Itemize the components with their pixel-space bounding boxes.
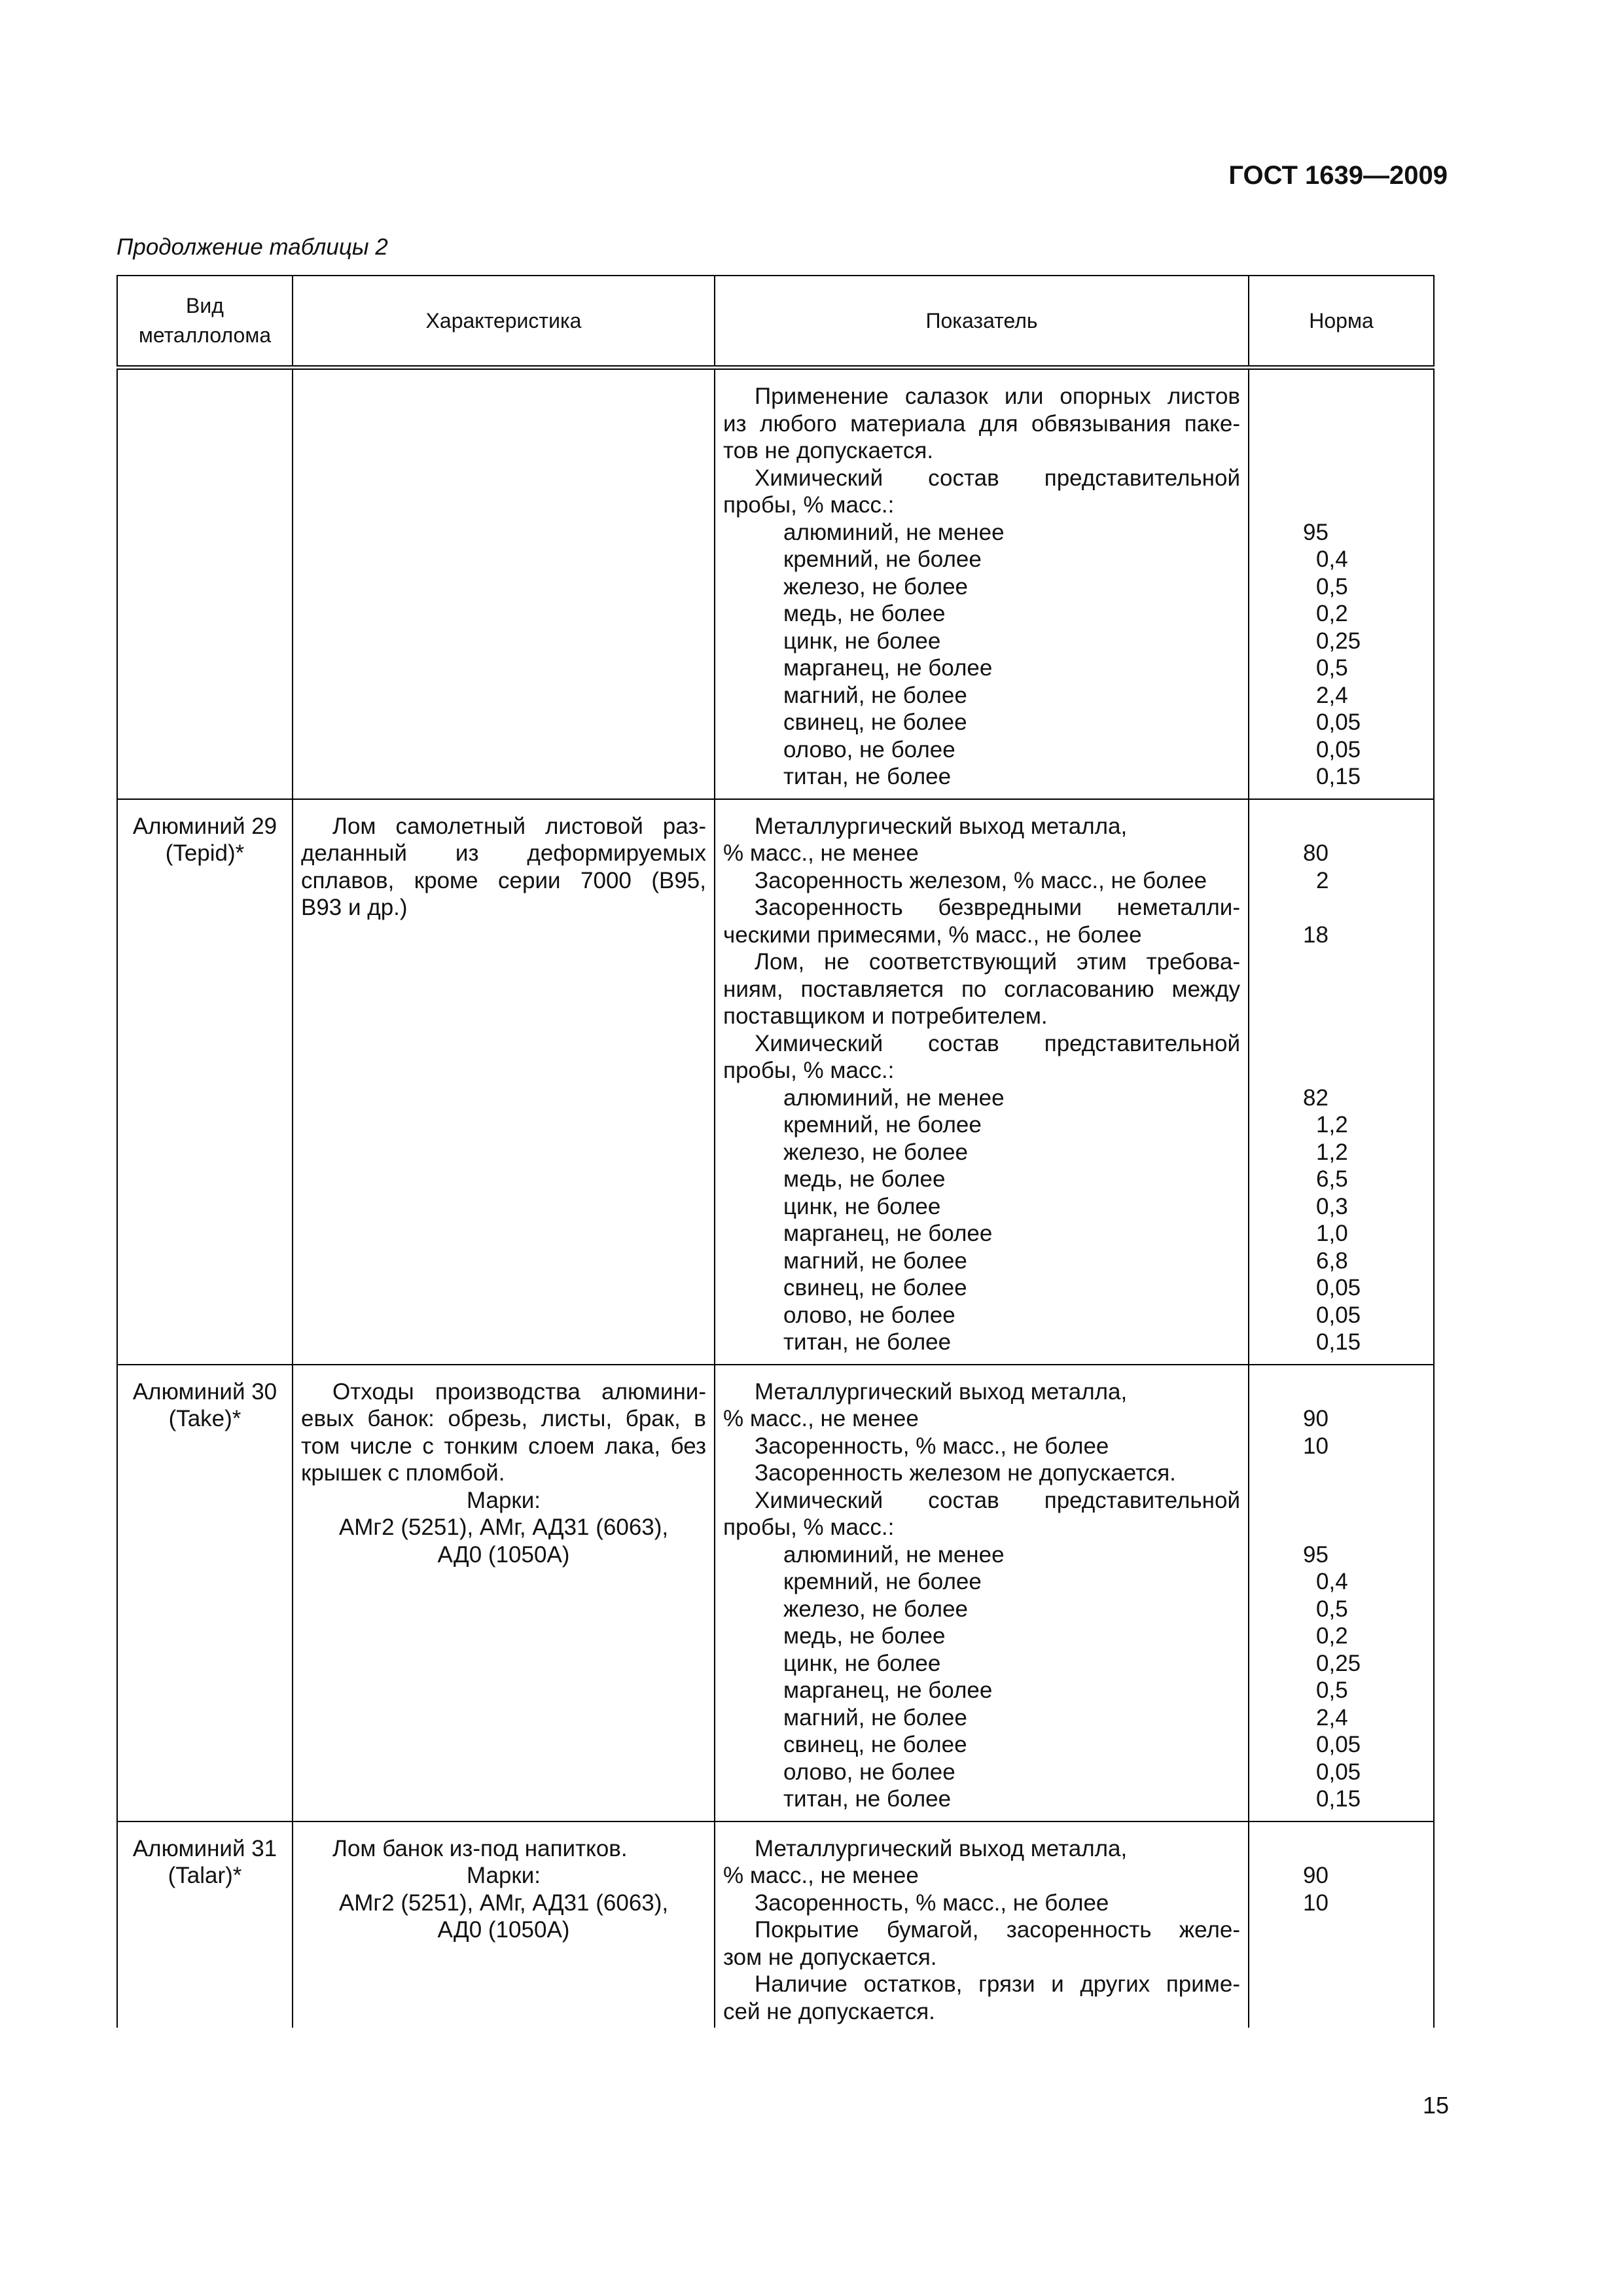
text-line: Лом банок из-под напитков.: [332, 1835, 628, 1861]
text-line: ниям, поставляется по согласованию между: [723, 976, 1240, 1002]
cell-norm: [1249, 368, 1434, 799]
scrap-kind-name: Алюминий 29: [132, 813, 277, 839]
cell-norm: [1249, 799, 1434, 1365]
text-line: Химический состав представительной: [755, 465, 1240, 491]
page-number: 15: [1422, 2092, 1449, 2119]
norm-value: 0,05: [1316, 1759, 1361, 1785]
metal-scrap-table: [116, 275, 1435, 2028]
text-line: Химический состав представительной: [755, 1030, 1240, 1056]
text-line: том числе с тонким слоем лака, без: [301, 1433, 706, 1459]
norm-value: 95: [1303, 519, 1329, 545]
table-row: [117, 1365, 1434, 1821]
norm-value: 0,4: [1316, 1569, 1348, 1594]
text-line: евых банок: обрезь, листы, брак, в: [301, 1406, 706, 1431]
norm-value: 2: [1316, 867, 1329, 893]
column-header-kind: Вид металлолома: [117, 276, 293, 368]
text-line: Металлургический выход металла,: [755, 813, 1128, 839]
norm-value: 0,05: [1316, 1302, 1361, 1328]
text-line: титан, не более: [783, 1329, 952, 1355]
norm-value: 10: [1303, 1890, 1329, 1916]
norm-value: 0,25: [1316, 1650, 1361, 1676]
norm-value: 95: [1303, 1541, 1329, 1568]
text-line: марганец, не более: [783, 1221, 993, 1246]
norm-value: 90: [1303, 1406, 1329, 1431]
norm-value: 1,2: [1316, 1112, 1348, 1138]
scrap-kind-code: (Talar)*: [168, 1863, 242, 1888]
text-line: цинк, не более: [783, 1650, 941, 1676]
text-line: Применение салазок или опорных листов: [755, 384, 1240, 409]
text-line: Лом, не соответствующий этим требова-: [755, 949, 1240, 975]
cell-characteristic: [293, 799, 715, 1365]
cell-kind: [117, 799, 293, 1365]
text-line: пробы, % масс.:: [723, 492, 895, 518]
norm-value: 18: [1303, 922, 1329, 948]
norm-value: 0,5: [1316, 1677, 1348, 1703]
text-line: % масс., не менее: [723, 1406, 919, 1431]
text-line: титан, не более: [783, 1786, 952, 1812]
text-line: сей не допускается.: [723, 1998, 935, 2024]
text-line: марганец, не более: [783, 655, 993, 681]
norm-value: 0,2: [1316, 1623, 1348, 1649]
norm-value: 0,15: [1316, 1329, 1361, 1355]
table-header-row: [117, 276, 1434, 368]
text-line: сплавов, кроме серии 7000 (В95,: [301, 867, 706, 893]
text-line: Металлургический выход металла,: [755, 1835, 1128, 1861]
text-line: титан, не более: [783, 764, 952, 789]
table-caption: Продолжение таблицы 2: [116, 234, 388, 260]
text-line: деланный из деформируемых: [301, 840, 706, 866]
text-line: Марки:: [466, 1863, 541, 1888]
cell-characteristic: [293, 1365, 715, 1821]
text-line: железо, не более: [783, 1596, 969, 1622]
text-line: марганец, не более: [783, 1677, 993, 1703]
norm-value: 0,5: [1316, 1596, 1348, 1622]
table-row: [117, 368, 1434, 799]
text-line: Химический состав представительной: [755, 1487, 1240, 1513]
text-line: Засоренность железом, % масс., не более: [755, 867, 1207, 893]
norm-value: 0,5: [1316, 573, 1348, 600]
column-header-norm: Норма: [1249, 276, 1434, 368]
text-line: свинец, не более: [783, 1732, 967, 1757]
norm-value: 0,3: [1316, 1193, 1348, 1219]
norm-value: 1,0: [1316, 1221, 1348, 1246]
norm-value: 80: [1303, 840, 1329, 866]
text-line: железо, не более: [783, 573, 969, 600]
text-line: свинец, не более: [783, 1275, 967, 1300]
text-line: алюминий, не менее: [783, 519, 1005, 545]
cell-characteristic: [293, 1821, 715, 2028]
cell-norm: [1249, 1821, 1434, 2028]
text-line: медь, не более: [783, 1166, 946, 1192]
norm-value: 0,05: [1316, 709, 1361, 735]
norm-value: 10: [1303, 1433, 1329, 1459]
text-line: ческими примесями, % масс., не более: [723, 922, 1142, 948]
norm-value: 2,4: [1316, 682, 1348, 708]
column-header-characteristic: Характеристика: [293, 276, 715, 368]
cell-kind: [117, 1365, 293, 1821]
text-line: магний, не более: [783, 1247, 967, 1274]
text-line: тов не допускается.: [723, 438, 934, 463]
text-line: Засоренность, % масс., не более: [755, 1890, 1109, 1916]
scrap-kind-code: (Tepid)*: [165, 840, 245, 866]
text-line: медь, не более: [783, 1623, 946, 1649]
text-line: кремний, не более: [783, 1569, 982, 1594]
text-line: крышек с пломбой.: [301, 1460, 505, 1486]
norm-value: 0,4: [1316, 547, 1348, 572]
text-line: Марки:: [466, 1487, 541, 1513]
cell-kind: [117, 1821, 293, 2028]
norm-value: 90: [1303, 1863, 1329, 1888]
text-line: В93 и др.): [301, 895, 408, 920]
text-line: поставщиком и потребителем.: [723, 1003, 1048, 1029]
text-line: Покрытие бумагой, засоренность желе-: [755, 1917, 1240, 1943]
text-line: пробы, % масс.:: [723, 1058, 895, 1083]
text-line: Металлургический выход металла,: [755, 1378, 1128, 1405]
text-line: железо, не более: [783, 1139, 969, 1165]
cell-kind: [117, 368, 293, 799]
text-line: олово, не более: [783, 736, 955, 762]
text-line: кремний, не более: [783, 547, 982, 572]
norm-value: 0,15: [1316, 1786, 1361, 1812]
cell-norm: [1249, 1365, 1434, 1821]
norm-value: 0,2: [1316, 601, 1348, 626]
text-line: пробы, % масс.:: [723, 1515, 895, 1540]
norm-value: 2,4: [1316, 1704, 1348, 1731]
text-line: алюминий, не менее: [783, 1085, 1005, 1111]
text-line: цинк, не более: [783, 1193, 941, 1219]
text-line: олово, не более: [783, 1759, 955, 1785]
norm-value: 6,5: [1316, 1166, 1348, 1192]
scrap-kind-name: Алюминий 30: [132, 1378, 277, 1405]
cell-indicator: [715, 1821, 1249, 2028]
cell-characteristic: [293, 368, 715, 799]
text-line: медь, не более: [783, 601, 946, 626]
text-line: Засоренность безвредными неметалли-: [755, 895, 1240, 920]
scrap-kind-name: Алюминий 31: [132, 1835, 277, 1861]
table-row: [117, 1821, 1434, 2028]
text-line: % масс., не менее: [723, 1863, 919, 1888]
text-line: Засоренность, % масс., не более: [755, 1433, 1109, 1459]
norm-value: 1,2: [1316, 1139, 1348, 1165]
text-line: АМг2 (5251), АМг, АД31 (6063),: [338, 1515, 669, 1540]
text-line: Отходы производства алюмини-: [332, 1378, 706, 1405]
column-header-indicator: Показатель: [715, 276, 1249, 368]
norm-value: 0,5: [1316, 655, 1348, 681]
cell-indicator: [715, 368, 1249, 799]
cell-indicator: [715, 799, 1249, 1365]
text-line: Засоренность железом не допускается.: [755, 1460, 1176, 1486]
text-line: АД0 (1050А): [437, 1541, 570, 1568]
norm-value: 0,15: [1316, 764, 1361, 789]
text-line: Лом самолетный листовой раз-: [332, 813, 706, 839]
text-line: алюминий, не менее: [783, 1541, 1005, 1568]
text-line: зом не допускается.: [723, 1944, 937, 1970]
text-line: АМг2 (5251), АМг, АД31 (6063),: [338, 1890, 669, 1916]
scrap-kind-code: (Take)*: [168, 1406, 241, 1431]
standard-designation: ГОСТ 1639—2009: [1228, 161, 1448, 190]
cell-indicator: [715, 1365, 1249, 1821]
text-line: Наличие остатков, грязи и других приме-: [755, 1971, 1240, 1997]
text-line: АД0 (1050А): [437, 1917, 570, 1943]
text-line: магний, не более: [783, 1704, 967, 1731]
norm-value: 82: [1303, 1085, 1329, 1111]
norm-value: 0,25: [1316, 628, 1361, 654]
norm-value: 6,8: [1316, 1247, 1348, 1274]
norm-value: 0,05: [1316, 736, 1361, 762]
text-line: свинец, не более: [783, 709, 967, 735]
text-line: магний, не более: [783, 682, 967, 708]
text-line: из любого материала для обвязывания паке-: [723, 410, 1240, 437]
norm-value: 0,05: [1316, 1275, 1361, 1300]
text-line: олово, не более: [783, 1302, 955, 1328]
text-line: кремний, не более: [783, 1112, 982, 1138]
text-line: цинк, не более: [783, 628, 941, 654]
text-line: % масс., не менее: [723, 840, 919, 866]
table-row: [117, 799, 1434, 1365]
norm-value: 0,05: [1316, 1732, 1361, 1757]
